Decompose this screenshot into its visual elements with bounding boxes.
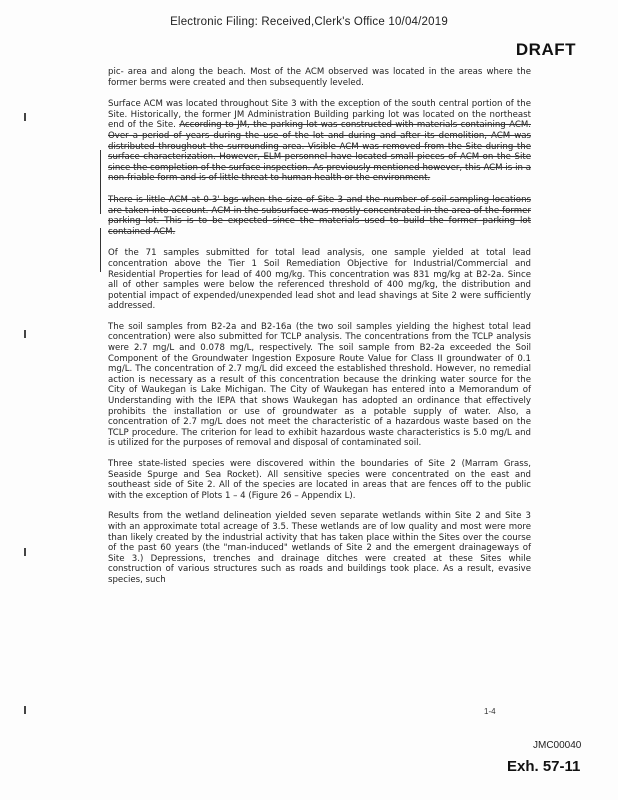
paragraph-surface-acm-text: Surface ACM was located throughout Site 3 with the exception of the south central portion of the Site. Historically, the former JM Administration Building parking lot was located on the northeast end of the Site.	[108, 99, 531, 131]
filing-header: Electronic Filing: Received,Clerk's Office 10/04/2019	[170, 16, 448, 28]
paragraph-surface-acm	[108, 99, 531, 184]
paragraph-tclp: The soil samples from B2-2a and B2-16a (the two soil samples yielding the highest total lead concentration) were also submitted for TCLP analysis. The concentrations from the TCLP analysis were 2.7 mg/L and 0.078 mg/L, respectively. The soil sample from B2-2a exceeded the Soil Component of the Groundwater Ingestion Exposure Route Value for Class II groundwater of 0.1 mg/L. The concentration of 2.7 mg/L did exceed the established threshold. However, no remedial action is necessary as a result of this concentration because the drinking water source for the City of Waukegan is Lake Michigan. The City of Waukegan has entered into a Memorandum of Understanding with the IEPA that shows Waukegan has adopted an ordinance that effectively prohibits the installation or use of groundwater as a potable supply of water. Also, a concentration of 2.7 mg/L does not meet the characteristic of a hazardous waste based on the TCLP procedure. The criterion for lead to exhibit hazardous waste characteristics is 5.0 mg/L and is utilized for the purposes of removal and disposal of contaminated soil.	[108, 321, 531, 449]
paragraph-wetlands: Results from the wetland delineation yielded seven separate wetlands within Site 2 and Site 3 with an approximate total acreage of 3.5. These wetlands are of low quality and most were more than likely created by the industrial activity that has taken place within the Sites over the course of the past 60 years (the "man-induced" wetlands of Site 2 and the emergent drainageways of Site 3.) Depressions, trenches and drainage ditches were created at these Sites while construction of various structures such as roads and buildings took place. As a result, evasive species, such	[108, 511, 531, 585]
margin-tick-mark	[24, 548, 26, 556]
struck-out-text: There is little ACM at 0-3' bgs when the size of Site 3 and the number of soil sampling locations are taken into account. ACM in the subsurface was mostly concentrated in the area of the former parking lot. This is to be expected since the materials used to build the former parking lot contained ACM.	[108, 194, 531, 237]
page-number: 1-4	[484, 707, 496, 716]
draft-label: DRAFT	[515, 40, 576, 59]
paragraph-beach-acm: pic- area and along the beach. Most of the ACM observed was located in the areas where the former berms were created and then subsequently leveled.	[108, 67, 531, 88]
struck-out-text: According to JM, the parking lot was constructed with materials containing ACM. Over a period of years during the use of the lot and during and after its demolition, ACM was distributed throughout the surrounding area. Visible ACM was removed from the Site during the surface characterization. However, ELM personnel have located small pieces of ACM on the Site since the completion of the surface inspection. As previously mentioned however, this ACM is in a non-friable form and is of little threat to human health or the environment.	[108, 120, 531, 184]
paragraph-subsurface-acm	[108, 195, 531, 237]
paragraph-lead-samples: Of the 71 samples submitted for total lead analysis, one sample yielded at total lead concentration above the Tier 1 Soil Remediation Objective for Industrial/Commercial and Residential Properties for lead of 400 mg/kg. This concentration was 831 mg/kg at B2-2a. Since all of other samples were below the referenced threshold of 400 mg/kg, the distribution and potential impact of expended/unexpended lead shot and lead shavings at Site 2 were sufficiently addressed.	[108, 248, 531, 312]
exhibit-label: Exh. 57-11	[507, 758, 581, 775]
margin-tick-mark	[24, 330, 26, 338]
handwritten-bracket	[100, 228, 107, 272]
margin-tick-mark	[24, 113, 26, 121]
margin-tick-mark	[24, 706, 26, 714]
body-text	[108, 67, 531, 596]
bates-number: JMC00040	[533, 740, 582, 751]
paragraph-species: Three state-listed species were discovered within the boundaries of Site 2 (Marram Grass, Seaside Spurge and Sea Rocket). All sensitive species were concentrated on the east and southeast side of Site 2. All of the species are located in areas that are fences off to the public with the exception of Plots 1 – 4 (Figure 26 – Appendix L).	[108, 459, 531, 501]
handwritten-bracket	[100, 150, 107, 214]
